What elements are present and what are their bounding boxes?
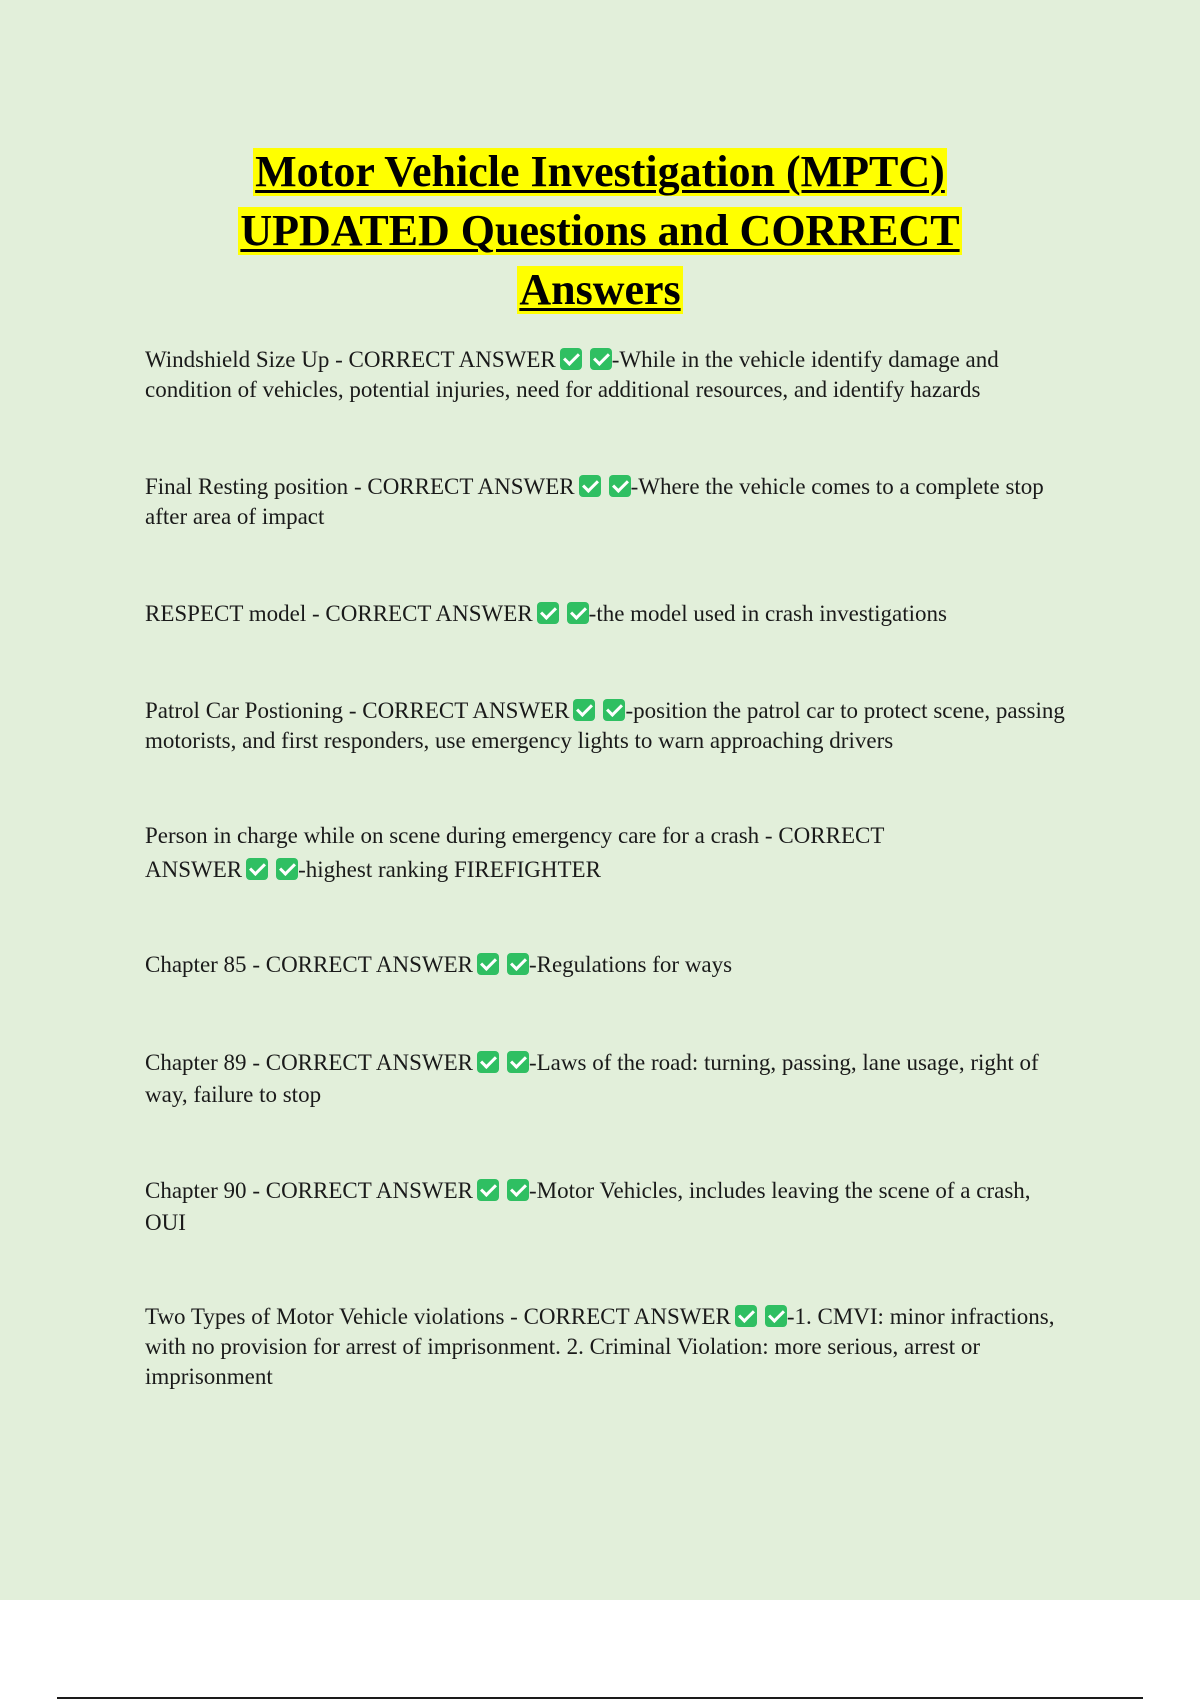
qa-item [145, 599, 1075, 629]
check-mark-icon [579, 475, 601, 497]
qa-separator: - CORRECT ANSWER [343, 698, 570, 723]
qa-answer: -While in the vehicle identify damage and condition of vehicles, potential injuries, need for additional resources, and identify hazards [145, 347, 999, 402]
qa-item [145, 1302, 1075, 1392]
check-mark-icon [507, 953, 529, 975]
qa-separator: - CORRECT ANSWER [348, 474, 575, 499]
check-mark-icon [246, 858, 268, 880]
qa-item [145, 345, 1075, 405]
qa-term: Windshield Size Up [145, 347, 330, 372]
qa-term: RESPECT model [145, 601, 307, 626]
qa-answer: -Regulations for ways [528, 952, 733, 977]
qa-term: Patrol Car Postioning [145, 698, 344, 723]
qa-item [145, 1047, 1075, 1111]
title-line-2: UPDATED Questions and CORRECT [240, 206, 960, 255]
check-mark-icon [477, 1179, 499, 1201]
qa-item [145, 1175, 1075, 1239]
qa-separator: - CORRECT ANSWER [145, 823, 884, 882]
qa-answer: -Where the vehicle comes to a complete stop after area of impact [145, 474, 1044, 529]
check-mark-icon [603, 699, 625, 721]
check-mark-icon [477, 1051, 499, 1073]
check-mark-icon [609, 475, 631, 497]
check-mark-icon [560, 348, 582, 370]
check-mark-icon [765, 1305, 787, 1327]
qa-item [145, 819, 965, 887]
page-divider [57, 1697, 1143, 1699]
qa-answer: -highest ranking FIREFIGHTER [298, 857, 601, 882]
qa-answer: -position the patrol car to protect scene, passing motorists, and first responders, use emergency lights to warn approaching drivers [145, 698, 1065, 753]
qa-term: Person in charge while on scene during emergency care for a crash [145, 823, 760, 848]
check-mark-icon [567, 602, 589, 624]
qa-term: Chapter 85 [145, 952, 247, 977]
qa-term: Two Types of Motor Vehicle violations [145, 1304, 505, 1329]
qa-item [145, 472, 1075, 532]
qa-separator: - CORRECT ANSWER [306, 601, 533, 626]
check-mark-icon [276, 858, 298, 880]
qa-answer: -the model used in crash investigations [588, 601, 947, 626]
document-title [0, 148, 1200, 325]
check-mark-icon [590, 348, 612, 370]
title-line-3: Answers [519, 265, 681, 314]
qa-answer: -Motor Vehicles, includes leaving the scene of a crash, OUI [145, 1178, 1031, 1235]
qa-item [145, 950, 1075, 980]
title-line-1: Motor Vehicle Investigation (MPTC) [255, 147, 945, 196]
check-mark-icon [507, 1179, 529, 1201]
check-mark-icon [507, 1051, 529, 1073]
qa-separator: - CORRECT ANSWER [504, 1304, 731, 1329]
qa-answer: -1. CMVI: minor infractions, with no provision for arrest of imprisonment. 2. Criminal Violation: more serious, arrest or imprisonment [145, 1304, 1055, 1389]
qa-item [145, 696, 1075, 756]
check-mark-icon [573, 699, 595, 721]
qa-separator: - CORRECT ANSWER [246, 1178, 473, 1203]
qa-term: Chapter 90 [145, 1178, 247, 1203]
check-mark-icon [537, 602, 559, 624]
qa-term: Final Resting position [145, 474, 349, 499]
qa-answer: -Laws of the road: turning, passing, lane usage, right of way, failure to stop [145, 1050, 1039, 1107]
qa-term: Chapter 89 [145, 1050, 247, 1075]
qa-separator: - CORRECT ANSWER [329, 347, 556, 372]
qa-separator: - CORRECT ANSWER [246, 1050, 473, 1075]
check-mark-icon [735, 1305, 757, 1327]
qa-separator: - CORRECT ANSWER [246, 952, 473, 977]
check-mark-icon [477, 953, 499, 975]
